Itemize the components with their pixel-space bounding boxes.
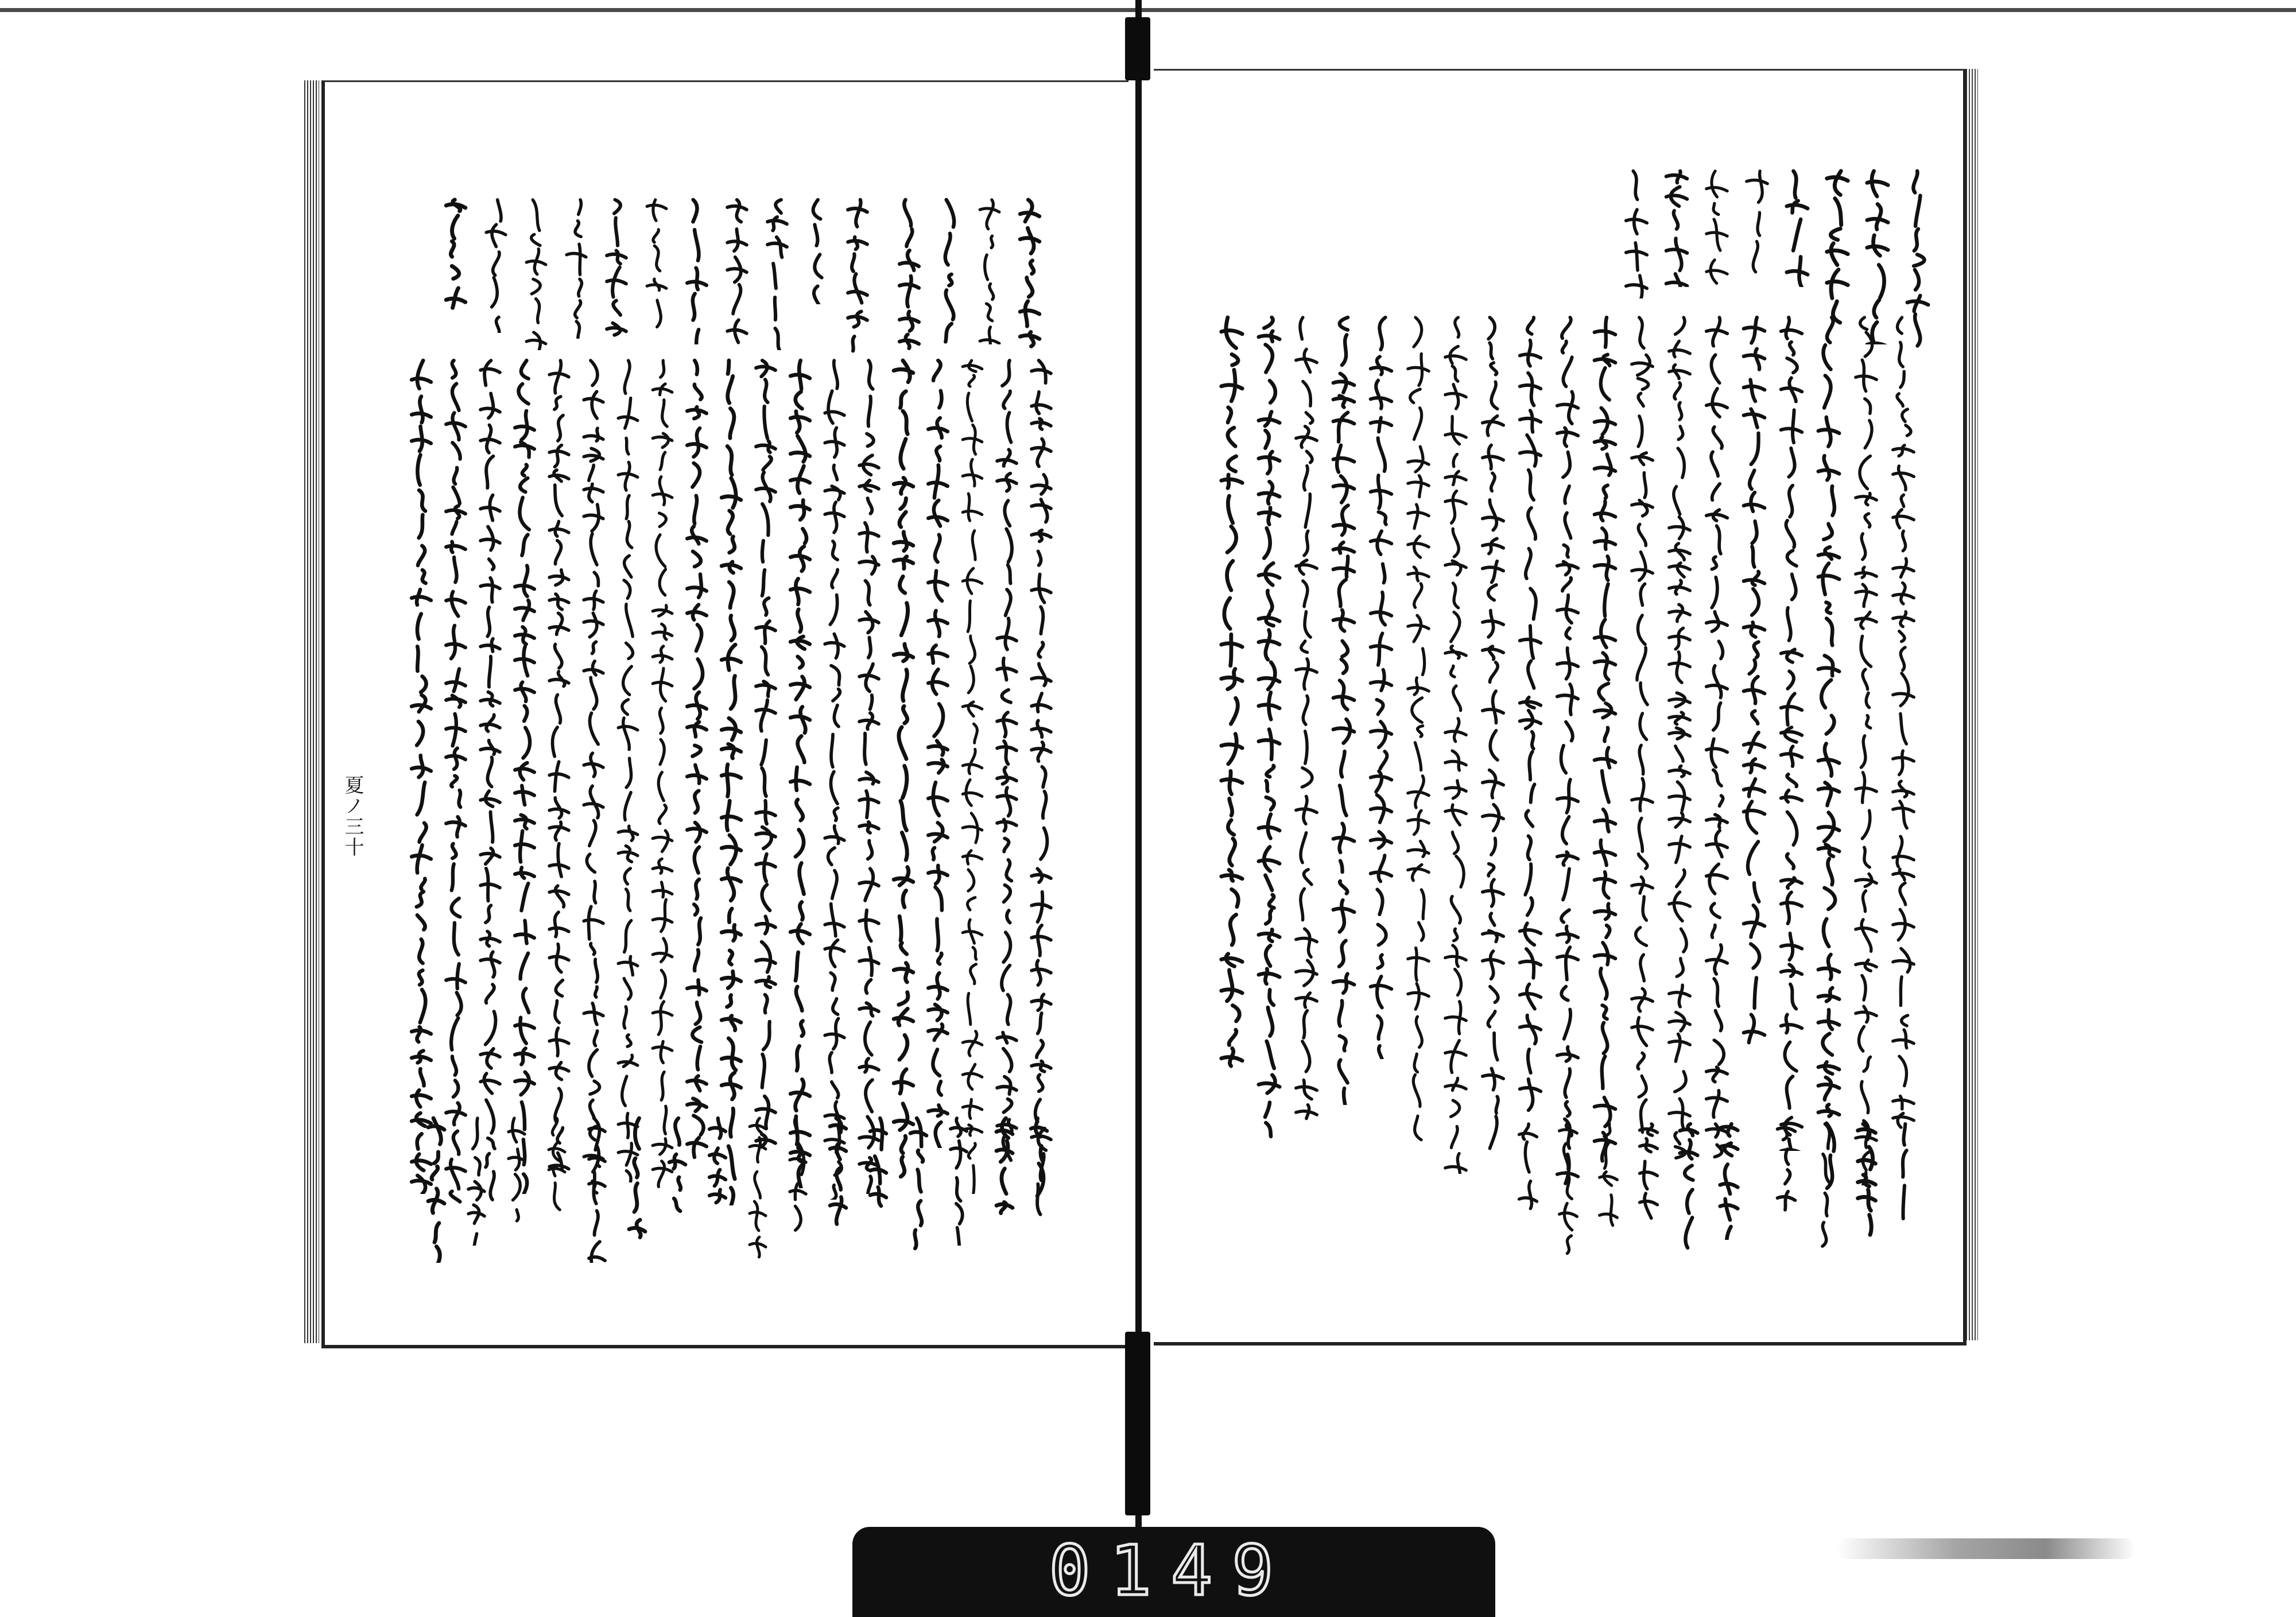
left-text-column <box>993 356 1021 1171</box>
frame-number: 0149 <box>1049 1531 1293 1611</box>
right-attribution <box>1774 1119 1799 1223</box>
left-heading-column <box>723 195 751 356</box>
left-attribution <box>465 1114 488 1246</box>
right-text-column <box>1627 313 1657 1145</box>
right-heading-column <box>1822 166 1852 327</box>
left-attribution <box>827 1114 850 1228</box>
right-heading-column <box>1662 166 1692 287</box>
left-text-column <box>511 356 538 1194</box>
left-attribution <box>1027 1114 1050 1211</box>
left-heading-column <box>482 195 510 333</box>
right-attribution <box>1716 1119 1742 1240</box>
left-attribution <box>947 1114 970 1246</box>
right-text-column <box>1851 313 1881 1185</box>
right-text-column <box>1739 313 1769 1059</box>
right-text-column <box>1292 313 1321 1128</box>
left-attribution <box>666 1114 689 1228</box>
left-attribution <box>993 1114 1016 1228</box>
left-text-column <box>649 356 676 1194</box>
right-attribution <box>1814 1119 1839 1257</box>
left-attribution <box>505 1114 528 1228</box>
left-heading-column <box>895 195 923 356</box>
left-attribution <box>545 1114 568 1211</box>
right-text-column <box>1702 313 1732 1162</box>
right-text-column <box>1366 313 1396 1059</box>
left-text-column <box>476 356 504 1205</box>
left-attribution <box>907 1114 930 1263</box>
right-attribution <box>1636 1119 1661 1223</box>
right-text-column <box>1403 313 1433 1151</box>
right-text-column <box>1665 313 1694 1174</box>
left-text-column <box>442 356 470 1217</box>
left-heading-column <box>603 195 630 339</box>
right-heading-column <box>1742 166 1772 281</box>
left-attribution <box>585 1114 608 1263</box>
scanner-top-rule <box>0 8 2296 12</box>
left-attribution <box>626 1114 649 1246</box>
scan-smudge <box>1837 1538 2135 1559</box>
right-text-column <box>1441 313 1471 1174</box>
left-text-column <box>614 356 642 1182</box>
left-heading-column <box>522 195 550 350</box>
left-text-column <box>924 356 952 1148</box>
left-attribution <box>786 1114 809 1246</box>
left-text-column <box>718 356 745 1205</box>
left-text-column <box>752 356 779 1160</box>
left-heading-column <box>976 195 1003 344</box>
left-text-column <box>408 356 435 1194</box>
left-heading-column <box>804 195 831 304</box>
left-text-column <box>545 356 573 1171</box>
right-heading-column <box>1702 166 1732 293</box>
left-attribution <box>425 1114 448 1263</box>
left-text-column <box>959 356 986 1194</box>
right-text-column <box>1590 313 1620 1174</box>
left-heading-column <box>563 195 590 339</box>
right-attribution <box>1556 1119 1581 1257</box>
left-heading-column <box>844 195 871 362</box>
left-heading-column <box>936 195 963 350</box>
right-text-column <box>1329 313 1359 1105</box>
right-attribution <box>1515 1119 1541 1223</box>
left-heading-column <box>1016 195 1044 350</box>
right-attribution <box>1854 1119 1879 1240</box>
right-heading-column <box>1622 166 1651 298</box>
left-text-column <box>580 356 607 1205</box>
right-attribution <box>1894 1119 1919 1223</box>
right-text-column <box>1254 313 1284 1151</box>
left-heading-column <box>763 195 791 350</box>
page-clip-top <box>1125 17 1150 80</box>
right-attribution <box>1676 1119 1701 1257</box>
right-text-column <box>1553 313 1583 1185</box>
left-heading-column <box>442 195 470 321</box>
right-text-column <box>1814 313 1844 1197</box>
left-text-column <box>821 356 848 1200</box>
left-text-column <box>683 356 711 1171</box>
left-attribution <box>867 1114 890 1211</box>
right-attribution <box>1596 1119 1621 1240</box>
left-text-column <box>855 356 883 1194</box>
folio-number: 夏ノ三十 <box>341 775 364 858</box>
right-text-column <box>1888 313 1918 1145</box>
left-text-column <box>1027 356 1055 1217</box>
page-clip-bottom <box>1125 1332 1150 1515</box>
left-attribution <box>706 1114 729 1211</box>
right-text-column <box>1777 313 1806 1151</box>
left-attribution <box>746 1114 769 1263</box>
left-text-column <box>786 356 814 1188</box>
right-text-column <box>1217 313 1247 1076</box>
left-heading-column <box>683 195 711 344</box>
left-page-edge <box>304 80 319 1343</box>
left-heading-column <box>643 195 670 339</box>
left-text-column <box>890 356 917 1182</box>
right-heading-column <box>1782 166 1812 287</box>
right-text-column <box>1515 313 1545 1116</box>
right-text-column <box>1478 313 1508 1162</box>
